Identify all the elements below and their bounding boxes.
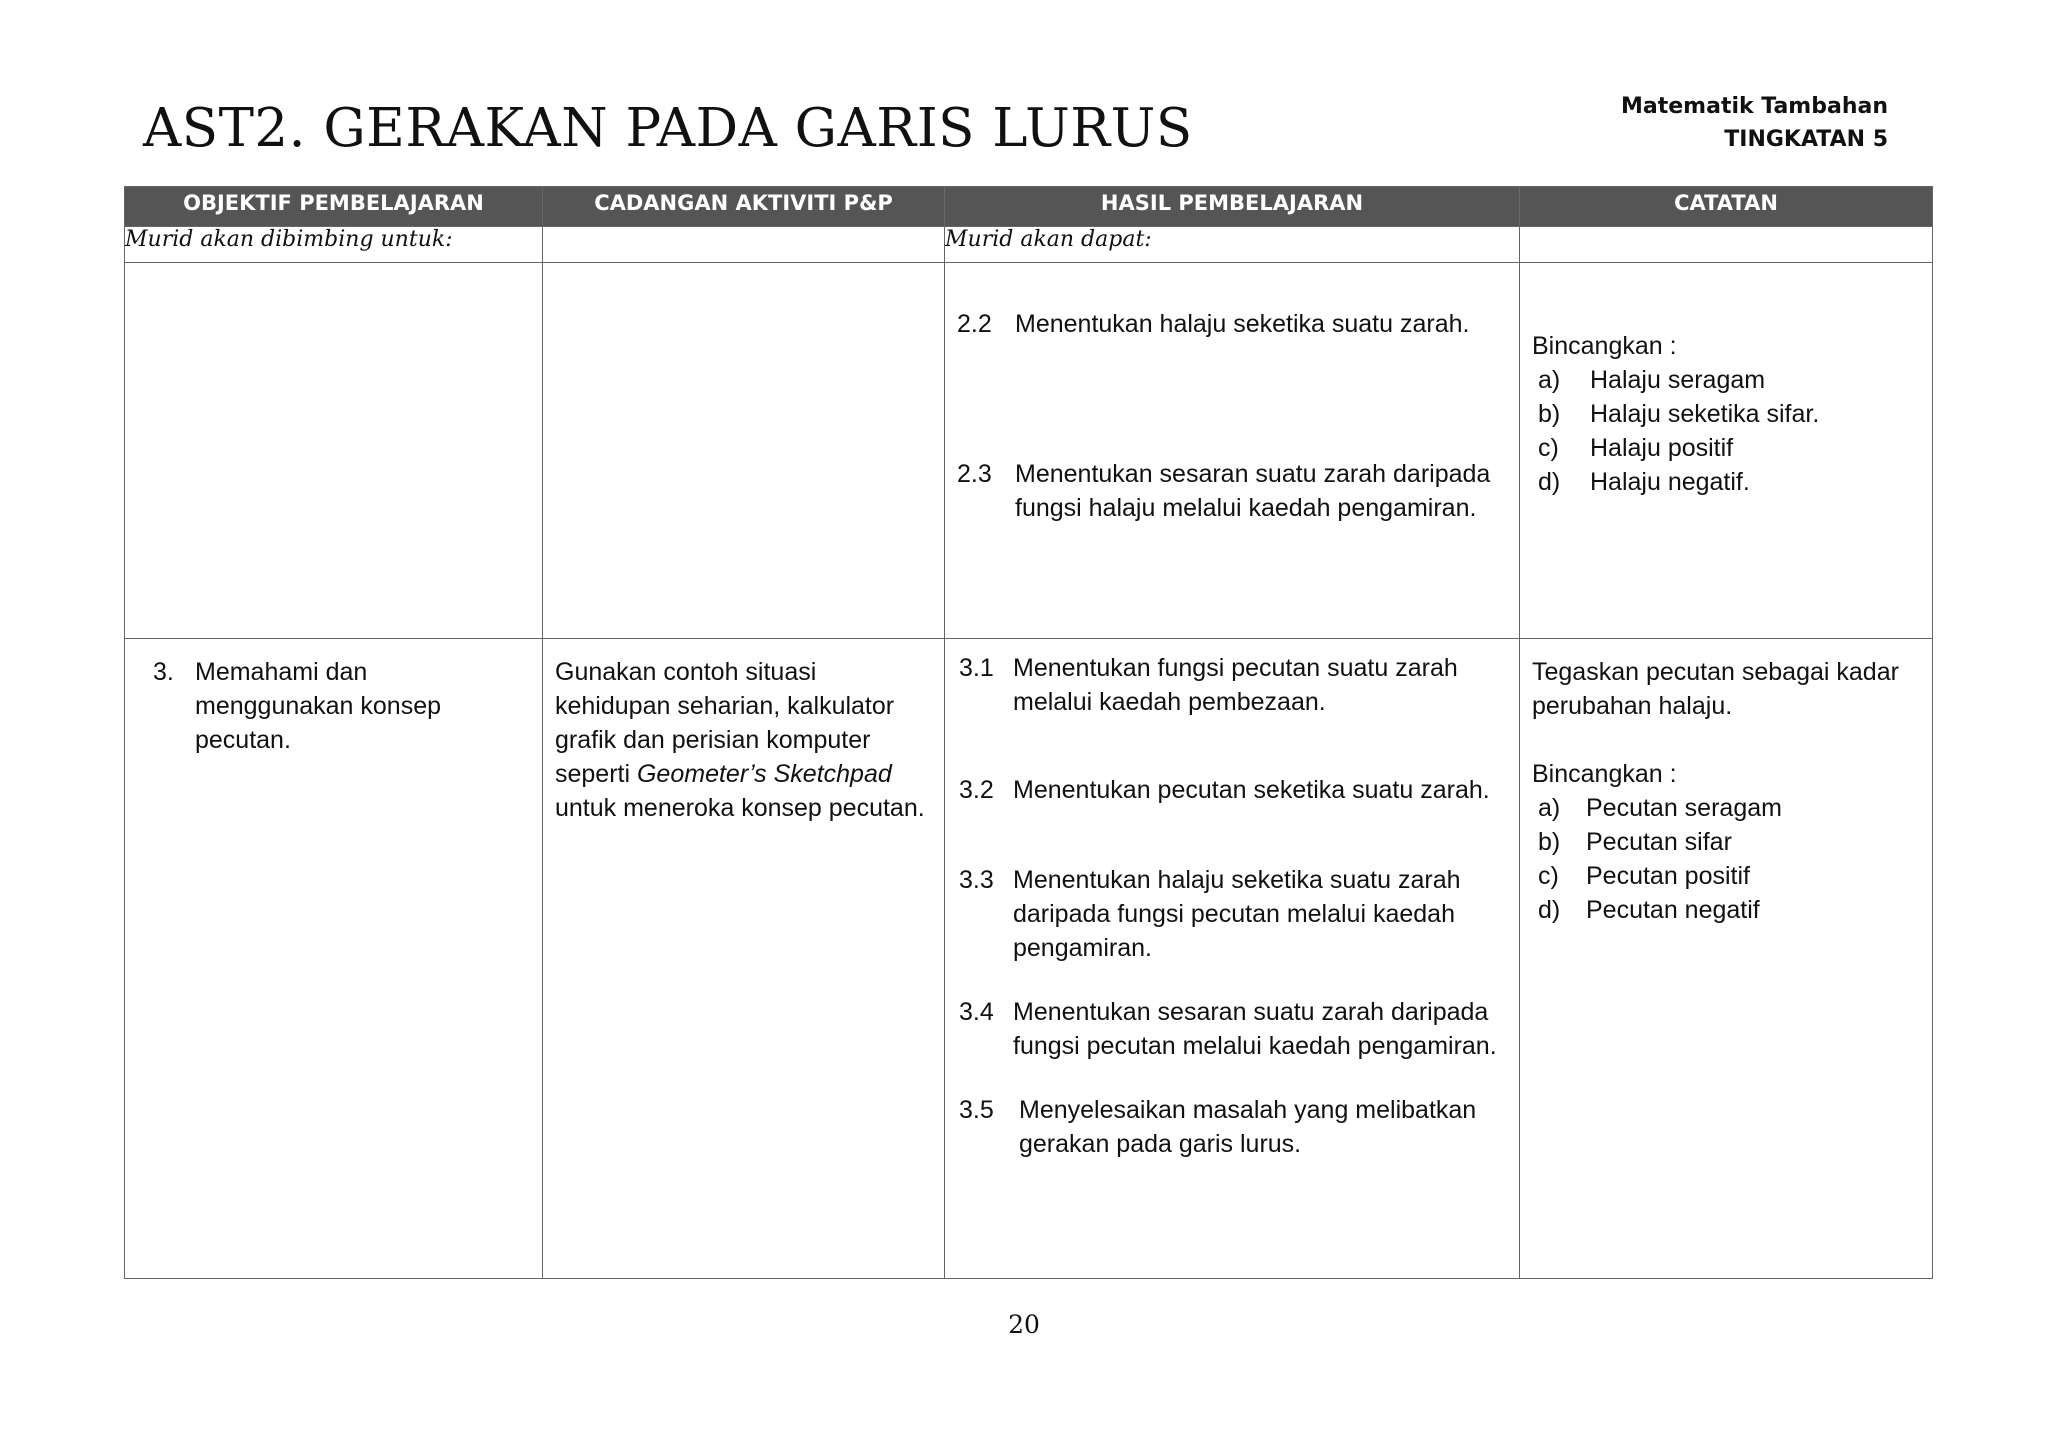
notes-heading: Bincangkan : [1532,760,1677,788]
outcome-item: 3.2 Menentukan pecutan seketika suatu zarah. [959,776,1490,804]
column-header-notes: CATATAN [1520,187,1933,227]
list-item: b) Halaju seketika sifar. [1538,400,1820,428]
outcome-item: 3.1 Menentukan fungsi pecutan suatu zarah melalui kaedah pembezaan. [959,654,1458,716]
outcome-item: 2.3 Menentukan sesaran suatu zarah daripada fungsi halaju melalui kaedah pengamiran. [957,460,1491,522]
activity-cell [543,639,945,1279]
list-item: d) Halaju negatif. [1538,468,1750,496]
page-title: AST2. GERAKAN PADA GARIS LURUS [143,98,1193,159]
outcome-cell [945,263,1520,639]
column-header-objective: OBJEKTIF PEMBELAJARAN [125,187,543,227]
page-number: 20 [1008,1310,1040,1339]
table-row [125,263,1933,639]
outcome-cell [945,639,1520,1279]
activity-intro-empty [543,227,945,263]
outcome-intro: Murid akan dapat: [945,227,1520,263]
table-row [125,639,1933,1279]
notes-heading: Bincangkan : [1532,332,1677,360]
objective-cell [125,263,543,639]
notes-intro-empty [1520,227,1933,263]
subject-header [1621,90,1888,156]
software-name: Geometer’s Sketchpad [636,760,892,788]
list-item: a) Pecutan seragam [1538,794,1782,822]
list-item: a) Halaju seragam [1538,366,1766,394]
list-item: c) Pecutan positif [1538,862,1750,890]
activity-text: Gunakan contoh situasi kehidupan seharian, kalkulator grafik dan perisian komputer seperti Geometer’s Sketchpad untuk meneroka konsep pecutan. [555,658,925,822]
outcome-item: 3.3 Menentukan halaju seketika suatu zarah daripada fungsi pecutan melalui kaedah pengamiran. [959,866,1461,962]
notes-list [1532,791,1920,927]
objective-cell [125,639,543,1279]
column-header-activity: CADANGAN AKTIVITI P&P [543,187,945,227]
activity-cell [543,263,945,639]
list-item: d) Pecutan negatif [1538,896,1760,924]
objective-intro: Murid akan dibimbing untuk: [125,227,543,263]
notes-list [1532,363,1920,499]
outcome-item: 2.2 Menentukan halaju seketika suatu zarah. [957,310,1470,338]
subject-name: Matematik Tambahan [1621,94,1888,119]
notes-cell [1520,639,1933,1279]
outcome-item: 3.5 Menyelesaikan masalah yang melibatkan gerakan pada garis lurus. [959,1096,1477,1158]
notes-lead: Tegaskan pecutan sebagai kadar perubahan halaju. [1532,658,1899,720]
outcome-item: 3.4 Menentukan sesaran suatu zarah daripada fungsi pecutan melalui kaedah pengamiran. [959,998,1497,1060]
list-item: b) Pecutan sifar [1538,828,1732,856]
objective-item: 3. Memahami dan menggunakan konsep pecutan. [153,658,442,754]
intro-row [125,227,1933,263]
notes-cell [1520,263,1933,639]
table-header-row [125,187,1933,227]
column-header-outcome: HASIL PEMBELAJARAN [945,187,1520,227]
form-level: TINGKATAN 5 [1724,127,1888,152]
list-item: c) Halaju positif [1538,434,1734,462]
syllabus-table [124,186,1933,1279]
